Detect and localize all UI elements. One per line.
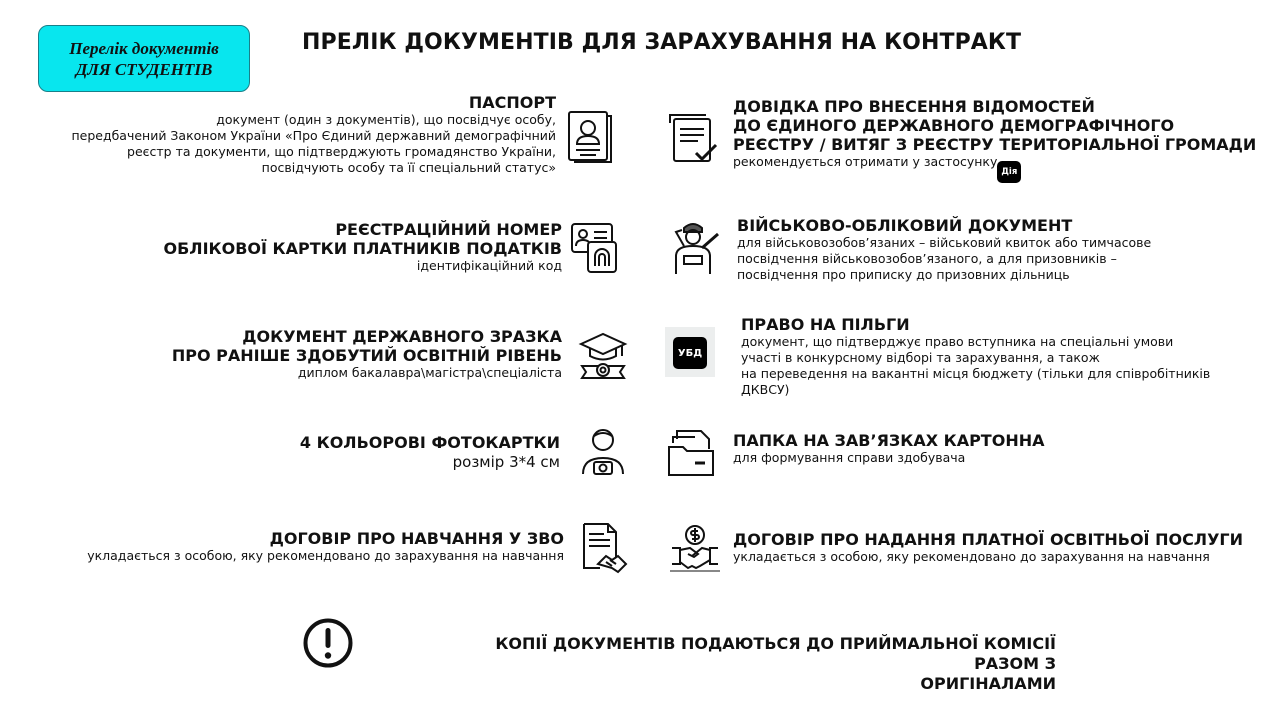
diia-app-badge: Дія bbox=[997, 161, 1021, 183]
document-check-icon bbox=[668, 113, 720, 165]
item-title: ПРАВО НА ПІЛЬГИ bbox=[741, 315, 910, 334]
item-desc-line: для військовозобов’язаних – військовий квиток або тимчасове bbox=[737, 235, 1152, 250]
item-registry-certificate bbox=[733, 97, 1256, 183]
soldier-salute-icon bbox=[666, 220, 720, 276]
note-line-2: ОРИГІНАЛАМИ bbox=[920, 674, 1056, 693]
item-desc-text: рекомендується отримати у застосунку bbox=[733, 154, 998, 169]
item-desc-line: реєстр та документи, що підтверджують громадянство України, bbox=[127, 144, 556, 159]
item-desc-line: посвідчення військовозобов’язаного, а для призовників – bbox=[737, 251, 1117, 266]
item-desc-line: розмір 3*4 см bbox=[452, 453, 560, 471]
item-title: РЕЄСТРАЦІЙНИЙ НОМЕР bbox=[335, 220, 562, 239]
item-tax-number bbox=[164, 220, 563, 274]
item-desc-line: для формування справи здобувача bbox=[733, 450, 966, 465]
note-line-1: КОПІЇ ДОКУМЕНТІВ ПОДАЮТЬСЯ ДО ПРИЙМАЛЬНОЇ КОМІСІЇ РАЗОМ З bbox=[495, 634, 1056, 673]
item-folder bbox=[733, 431, 1044, 466]
item-desc-line: укладається з особою, яку рекомендовано до зарахування на навчання bbox=[733, 549, 1210, 564]
item-title: ДОГОВІР ПРО НАДАННЯ ПЛАТНОЇ ОСВІТНЬОЇ ПОСЛУГИ bbox=[733, 530, 1244, 549]
item-desc-line: укладається з особою, яку рекомендовано до зарахування на навчання bbox=[87, 548, 564, 563]
item-desc-line: посвідчення про приписку до призовних дільниць bbox=[737, 267, 1070, 282]
item-desc-line: ідентифікаційний код bbox=[416, 258, 562, 273]
diploma-graduation-icon bbox=[578, 330, 628, 382]
item-paid-service-contract bbox=[733, 530, 1243, 565]
item-desc-line bbox=[733, 154, 1256, 183]
item-desc-line: посвідчують особу та її спеціальний статус» bbox=[261, 160, 556, 175]
item-desc-line: на переведення на вакантні місця бюджету (тільки для співробітників bbox=[741, 366, 1211, 381]
item-title: ПРО РАНІШЕ ЗДОБУТИЙ ОСВІТНІЙ РІВЕНЬ bbox=[171, 346, 562, 365]
handshake-dollar-icon bbox=[670, 524, 720, 572]
item-title: ОБЛІКОВОЇ КАРТКИ ПЛАТНИКІВ ПОДАТКІВ bbox=[163, 239, 562, 258]
id-card-fingerprint-icon bbox=[570, 222, 620, 274]
item-desc-line: документ (один з документів), що посвідчує особу, bbox=[216, 112, 556, 127]
item-title: ДОКУМЕНТ ДЕРЖАВНОГО ЗРАЗКА bbox=[242, 327, 562, 346]
badge-line-2: ДЛЯ СТУДЕНТІВ bbox=[75, 59, 213, 79]
students-badge bbox=[38, 25, 250, 92]
item-title: ДОГОВІР ПРО НАВЧАННЯ У ЗВО bbox=[269, 529, 564, 548]
exclamation-circle-icon bbox=[301, 616, 355, 670]
item-title: ПАСПОРТ bbox=[468, 93, 556, 112]
contract-handshake-icon bbox=[580, 522, 628, 574]
item-title: ДО ЄДИНОГО ДЕРЖАВНОГО ДЕМОГРАФІЧНОГО bbox=[733, 116, 1175, 135]
ubd-label: УБД bbox=[673, 337, 707, 369]
item-title: ПАПКА НА ЗАВ’ЯЗКАХ КАРТОННА bbox=[733, 431, 1045, 450]
badge-line-1: Перелік документів bbox=[69, 38, 219, 58]
passport-icon bbox=[566, 110, 616, 164]
item-photos bbox=[300, 433, 560, 472]
item-desc-line: документ, що підтверджує право вступника на спеціальні умови bbox=[741, 334, 1174, 349]
item-desc-line: диплом бакалавра\магістра\спеціаліста bbox=[297, 365, 562, 380]
folder-papers-icon bbox=[667, 427, 717, 477]
item-military-document bbox=[737, 216, 1151, 283]
item-title: ВІЙСЬКОВО-ОБЛІКОВИЙ ДОКУМЕНТ bbox=[737, 216, 1073, 235]
item-title: РЕЄСТРУ / ВИТЯГ З РЕЄСТРУ ТЕРИТОРІАЛЬНОЇ ГРОМАДИ bbox=[733, 135, 1257, 154]
item-study-contract bbox=[87, 529, 564, 564]
item-benefits bbox=[741, 315, 1210, 398]
item-passport bbox=[71, 93, 556, 176]
ubd-certificate-icon bbox=[665, 327, 715, 377]
item-education-document bbox=[172, 327, 562, 381]
item-desc-line: участі в конкурсному відборі та зарахування, а також bbox=[741, 350, 1100, 365]
item-title: 4 КОЛЬОРОВІ ФОТОКАРТКИ bbox=[299, 433, 560, 452]
bottom-note bbox=[470, 634, 1056, 694]
item-title: ДОВІДКА ПРО ВНЕСЕННЯ ВІДОМОСТЕЙ bbox=[733, 97, 1095, 116]
item-desc-line: ДКВСУ) bbox=[741, 382, 790, 397]
person-camera-icon bbox=[580, 426, 626, 476]
page-title: ПРЕЛІК ДОКУМЕНТІВ ДЛЯ ЗАРАХУВАННЯ НА КОНТРАКТ bbox=[302, 30, 1022, 55]
item-desc-line: передбачений Законом України «Про Єдиний державний демографічний bbox=[71, 128, 556, 143]
